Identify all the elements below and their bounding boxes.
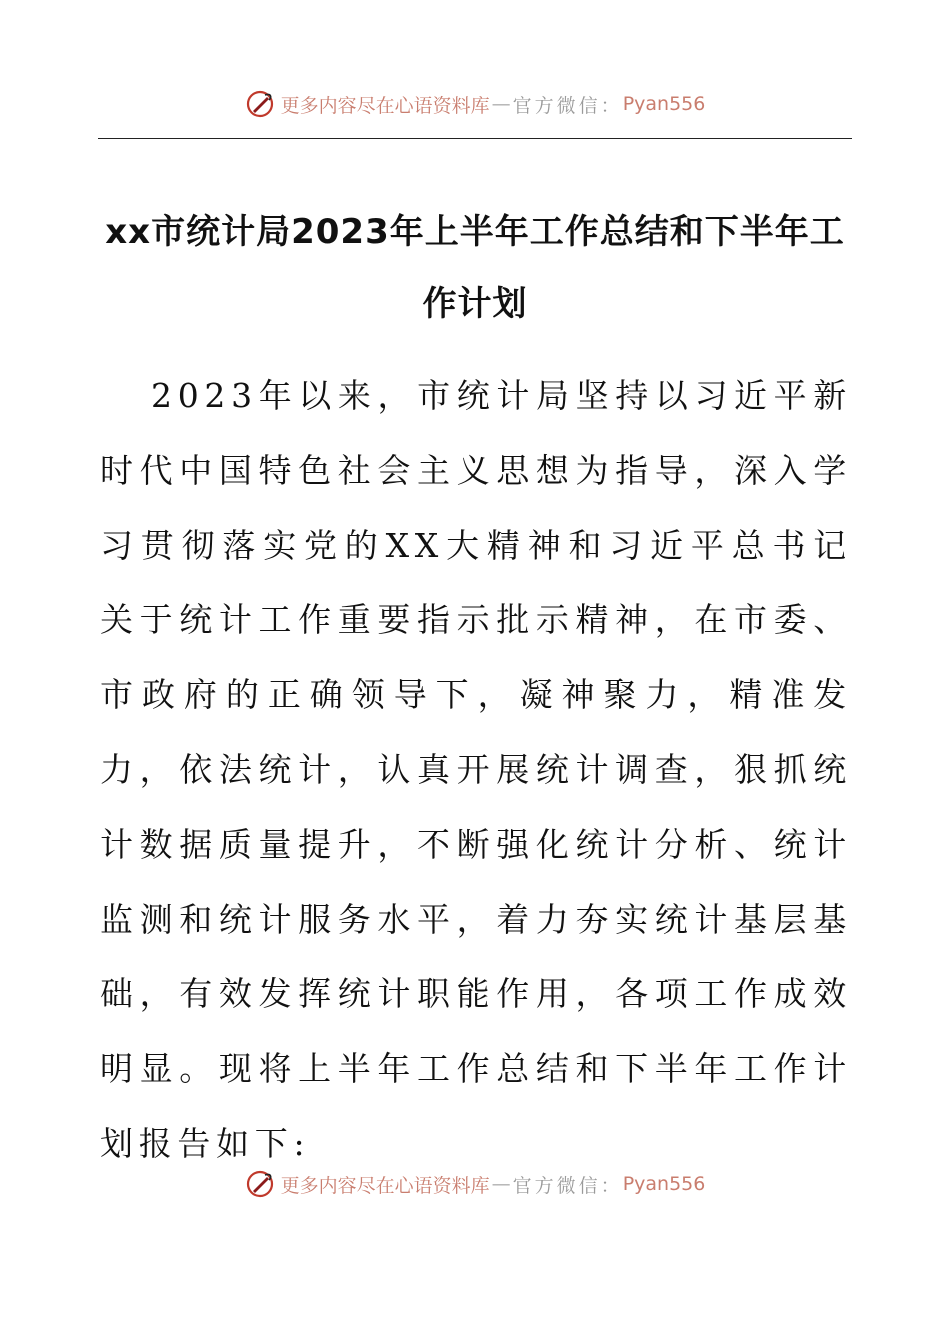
header-wechat-id: Pyan556 bbox=[622, 93, 706, 115]
header-dash: — bbox=[491, 93, 511, 115]
header-divider bbox=[98, 138, 852, 139]
footer-dash: — bbox=[491, 1173, 511, 1195]
quill-pen-logo-icon bbox=[245, 89, 275, 119]
body-paragraph: 2023年以来，市统计局坚持以习近平新时代中国特色社会主义思想为指导，深入学习贯彻落实党的XX大精神和习近平总书记关于统计工作重要指示批示精神，在市委、市政府的正确领导下，凝神聚力，精准发力，依法统计，认真开展统计调查，狠抓统计数据质量提升，不断强化统计分析、统计监测和统计服务水平，着力夯实统计基层基础，有效发挥统计职能作用，各项工作成效明显。现将上半年工作总结和下半年工作计划报告如下: bbox=[100, 376, 852, 1163]
footer-wechat-label: 官方微信： bbox=[512, 1174, 623, 1197]
footer-wechat-id: Pyan556 bbox=[622, 1173, 706, 1195]
footer-brand-text: 更多内容尽在心语资料库 bbox=[280, 1174, 490, 1197]
page-footer bbox=[0, 1166, 950, 1202]
page-header bbox=[0, 86, 950, 122]
document-title: xx市统计局2023年上半年工作总结和下半年工作计划 bbox=[105, 212, 845, 324]
quill-pen-logo-icon bbox=[245, 1169, 275, 1199]
header-brand-text: 更多内容尽在心语资料库 bbox=[280, 94, 490, 117]
header-wechat-label: 官方微信： bbox=[512, 94, 623, 117]
